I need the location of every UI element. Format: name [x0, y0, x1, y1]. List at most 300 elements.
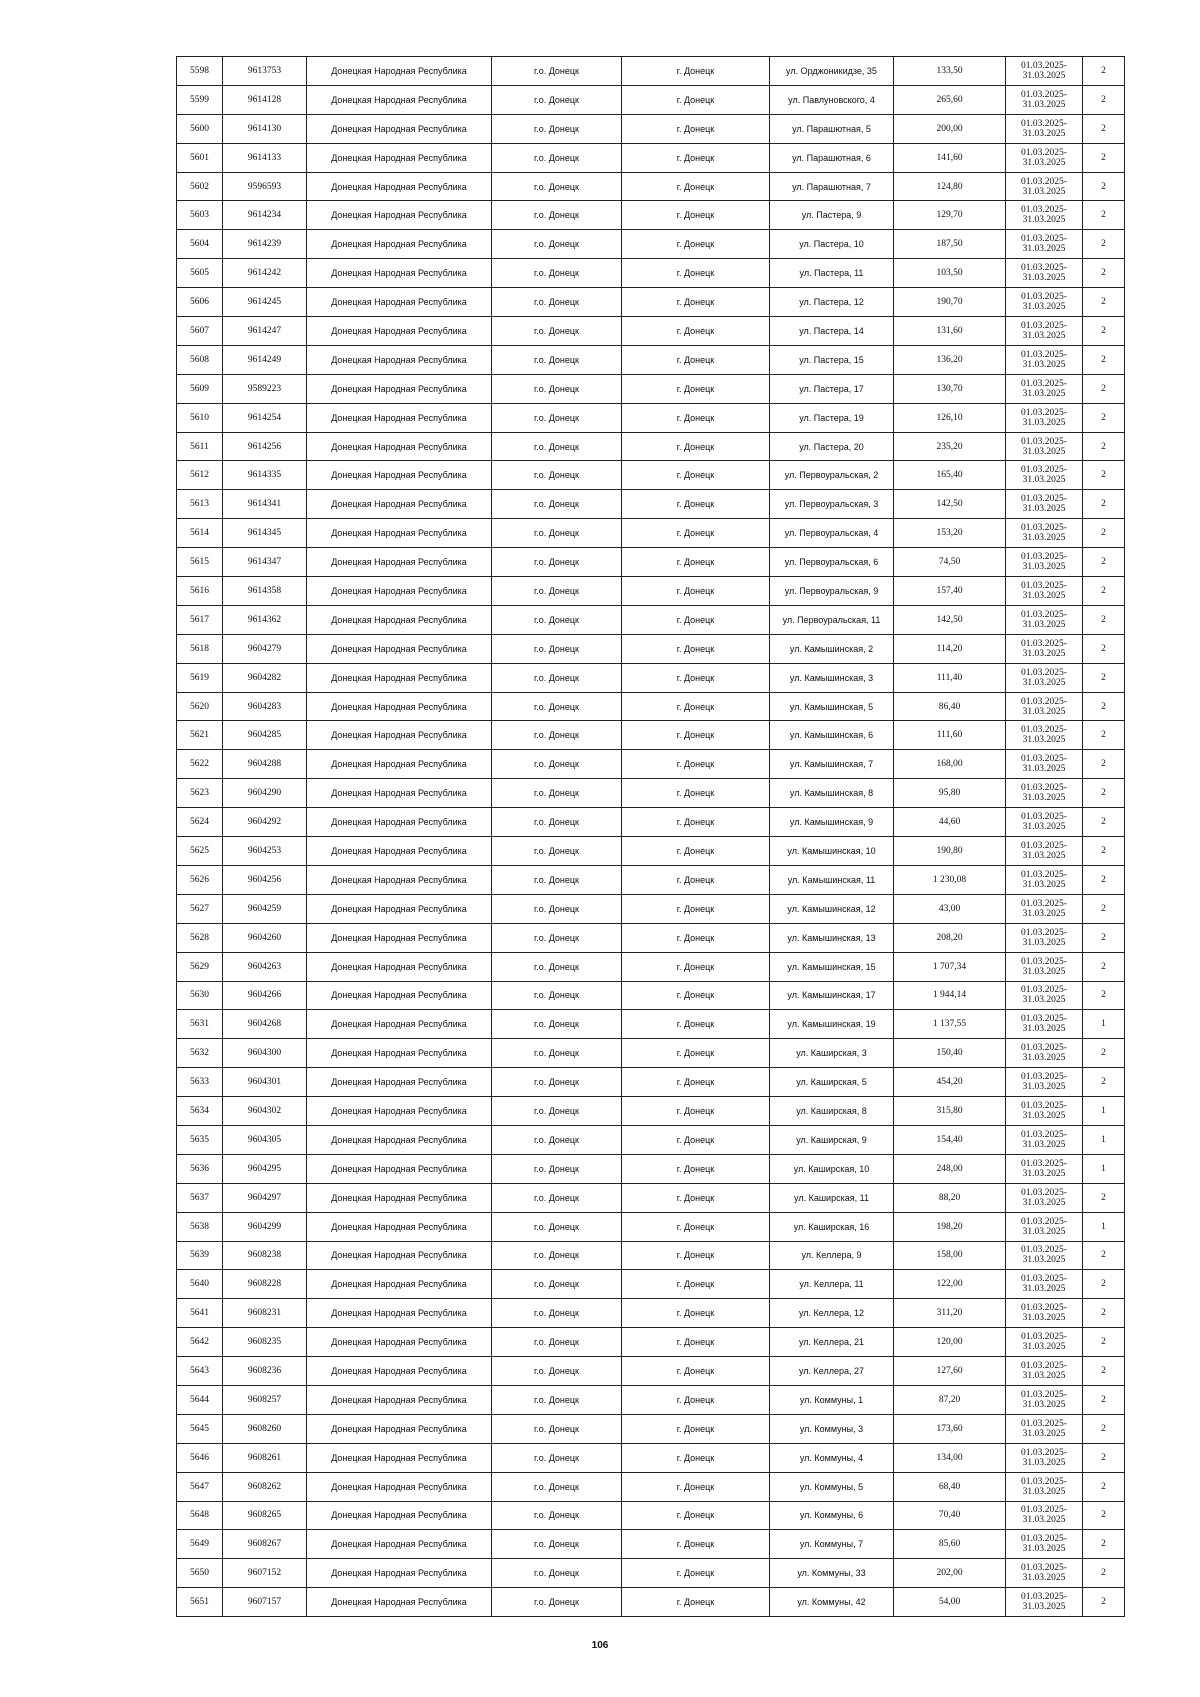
period-end: 31.03.2025 — [1022, 1197, 1066, 1208]
period-end: 31.03.2025 — [1022, 1399, 1066, 1410]
area-cell: 173,60 — [894, 1414, 1006, 1443]
period-end: 31.03.2025 — [1022, 735, 1066, 746]
period-end: 31.03.2025 — [1022, 1515, 1066, 1526]
period-end: 31.03.2025 — [1022, 908, 1066, 919]
area-cell: 114,20 — [894, 634, 1006, 663]
city-cell: г. Донецк — [622, 461, 770, 490]
category-cell: 2 — [1083, 114, 1125, 143]
period-start: 01.03.2025- — [1021, 812, 1067, 823]
period-start: 01.03.2025- — [1021, 1274, 1067, 1285]
table-row — [177, 1039, 1125, 1068]
row-number-cell: 5647 — [177, 1472, 223, 1501]
municipality-cell: г.о. Донецк — [492, 923, 622, 952]
street-address-cell: ул. Пастера, 10 — [770, 230, 894, 259]
period-start: 01.03.2025- — [1021, 1592, 1067, 1603]
period-cell — [1006, 403, 1083, 432]
period-cell — [1006, 548, 1083, 577]
street-address-cell: ул. Каширская, 5 — [770, 1068, 894, 1097]
row-number-cell: 5642 — [177, 1328, 223, 1357]
street-address-cell: ул. Камышинская, 15 — [770, 952, 894, 981]
row-number-cell: 5640 — [177, 1270, 223, 1299]
region-cell: Донецкая Народная Республика — [307, 548, 492, 577]
region-cell: Донецкая Народная Республика — [307, 201, 492, 230]
period-start: 01.03.2025- — [1021, 523, 1067, 534]
row-number-cell: 5611 — [177, 432, 223, 461]
cadastral-id-cell: 9604256 — [223, 865, 307, 894]
period-cell — [1006, 634, 1083, 663]
area-cell: 235,20 — [894, 432, 1006, 461]
row-number-cell: 5623 — [177, 779, 223, 808]
category-cell: 2 — [1083, 490, 1125, 519]
city-cell: г. Донецк — [622, 577, 770, 606]
region-cell: Донецкая Народная Республика — [307, 1010, 492, 1039]
street-address-cell: ул. Павлуновского, 4 — [770, 85, 894, 114]
region-cell: Донецкая Народная Республика — [307, 981, 492, 1010]
city-cell: г. Донецк — [622, 1183, 770, 1212]
cadastral-id-cell: 9614247 — [223, 317, 307, 346]
street-address-cell: ул. Каширская, 3 — [770, 1039, 894, 1068]
period-cell — [1006, 1039, 1083, 1068]
category-cell: 2 — [1083, 288, 1125, 317]
row-number-cell: 5630 — [177, 981, 223, 1010]
period-end: 31.03.2025 — [1022, 1226, 1066, 1237]
row-number-cell: 5645 — [177, 1414, 223, 1443]
period-end: 31.03.2025 — [1022, 417, 1066, 428]
row-number-cell: 5627 — [177, 894, 223, 923]
street-address-cell: ул. Камышинская, 7 — [770, 750, 894, 779]
row-number-cell: 5614 — [177, 519, 223, 548]
municipality-cell: г.о. Донецк — [492, 1270, 622, 1299]
cadastral-id-cell: 9604279 — [223, 634, 307, 663]
period-start: 01.03.2025- — [1021, 754, 1067, 765]
period-cell — [1006, 865, 1083, 894]
municipality-cell: г.о. Донецк — [492, 1328, 622, 1357]
table-row — [177, 1241, 1125, 1270]
category-cell: 2 — [1083, 663, 1125, 692]
region-cell: Донецкая Народная Республика — [307, 317, 492, 346]
cadastral-id-cell: 9604263 — [223, 952, 307, 981]
municipality-cell: г.о. Донецк — [492, 1443, 622, 1472]
category-cell: 2 — [1083, 403, 1125, 432]
period-cell — [1006, 1299, 1083, 1328]
period-start: 01.03.2025- — [1021, 1332, 1067, 1343]
period-end: 31.03.2025 — [1022, 1486, 1066, 1497]
table-row — [177, 1125, 1125, 1154]
area-cell: 165,40 — [894, 461, 1006, 490]
street-address-cell: ул. Коммуны, 3 — [770, 1414, 894, 1443]
area-cell: 88,20 — [894, 1183, 1006, 1212]
region-cell: Донецкая Народная Республика — [307, 1357, 492, 1386]
table-row — [177, 1068, 1125, 1097]
city-cell: г. Донецк — [622, 1097, 770, 1126]
region-cell: Донецкая Народная Республика — [307, 374, 492, 403]
street-address-cell: ул. Первоуральская, 4 — [770, 519, 894, 548]
city-cell: г. Донецк — [622, 663, 770, 692]
municipality-cell: г.о. Донецк — [492, 1414, 622, 1443]
category-cell: 2 — [1083, 1357, 1125, 1386]
period-start: 01.03.2025- — [1021, 1187, 1067, 1198]
region-cell: Донецкая Народная Республика — [307, 1385, 492, 1414]
area-cell: 127,60 — [894, 1357, 1006, 1386]
category-cell: 1 — [1083, 1125, 1125, 1154]
city-cell: г. Донецк — [622, 1559, 770, 1588]
street-address-cell: ул. Камышинская, 10 — [770, 837, 894, 866]
region-cell: Донецкая Народная Республика — [307, 1559, 492, 1588]
street-address-cell: ул. Камышинская, 19 — [770, 1010, 894, 1039]
municipality-cell: г.о. Донецк — [492, 1530, 622, 1559]
street-address-cell: ул. Камышинская, 5 — [770, 692, 894, 721]
period-cell — [1006, 1097, 1083, 1126]
cadastral-id-cell: 9614242 — [223, 259, 307, 288]
street-address-cell: ул. Пастера, 11 — [770, 259, 894, 288]
row-number-cell: 5604 — [177, 230, 223, 259]
city-cell: г. Донецк — [622, 85, 770, 114]
area-cell: 198,20 — [894, 1212, 1006, 1241]
row-number-cell: 5616 — [177, 577, 223, 606]
region-cell: Донецкая Народная Республика — [307, 114, 492, 143]
row-number-cell: 5615 — [177, 548, 223, 577]
period-cell — [1006, 85, 1083, 114]
municipality-cell: г.о. Донецк — [492, 143, 622, 172]
table-row — [177, 1501, 1125, 1530]
municipality-cell: г.о. Донецк — [492, 1097, 622, 1126]
category-cell: 2 — [1083, 1241, 1125, 1270]
period-cell — [1006, 1183, 1083, 1212]
city-cell: г. Донецк — [622, 981, 770, 1010]
period-cell — [1006, 201, 1083, 230]
period-end: 31.03.2025 — [1022, 937, 1066, 948]
period-cell — [1006, 345, 1083, 374]
city-cell: г. Донецк — [622, 1299, 770, 1328]
period-end: 31.03.2025 — [1022, 128, 1066, 139]
period-end: 31.03.2025 — [1022, 966, 1066, 977]
period-end: 31.03.2025 — [1022, 822, 1066, 833]
cadastral-id-cell: 9607157 — [223, 1588, 307, 1617]
category-cell: 2 — [1083, 143, 1125, 172]
city-cell: г. Донецк — [622, 1068, 770, 1097]
municipality-cell: г.о. Донецк — [492, 85, 622, 114]
category-cell: 2 — [1083, 605, 1125, 634]
table-row — [177, 403, 1125, 432]
municipality-cell: г.о. Донецк — [492, 172, 622, 201]
period-start: 01.03.2025- — [1021, 263, 1067, 274]
category-cell: 2 — [1083, 1385, 1125, 1414]
street-address-cell: ул. Келлера, 9 — [770, 1241, 894, 1270]
table-row — [177, 1357, 1125, 1386]
city-cell: г. Донецк — [622, 865, 770, 894]
municipality-cell: г.о. Донецк — [492, 374, 622, 403]
area-cell: 142,50 — [894, 490, 1006, 519]
registry-table — [176, 56, 1125, 1617]
city-cell: г. Донецк — [622, 1501, 770, 1530]
period-cell — [1006, 692, 1083, 721]
region-cell: Донецкая Народная Республика — [307, 605, 492, 634]
municipality-cell: г.о. Донецк — [492, 432, 622, 461]
municipality-cell: г.о. Донецк — [492, 837, 622, 866]
category-cell: 2 — [1083, 779, 1125, 808]
city-cell: г. Донецк — [622, 432, 770, 461]
category-cell: 2 — [1083, 1501, 1125, 1530]
row-number-cell: 5637 — [177, 1183, 223, 1212]
category-cell: 2 — [1083, 345, 1125, 374]
row-number-cell: 5600 — [177, 114, 223, 143]
row-number-cell: 5602 — [177, 172, 223, 201]
area-cell: 187,50 — [894, 230, 1006, 259]
city-cell: г. Донецк — [622, 259, 770, 288]
row-number-cell: 5635 — [177, 1125, 223, 1154]
area-cell: 141,60 — [894, 143, 1006, 172]
category-cell: 2 — [1083, 808, 1125, 837]
municipality-cell: г.о. Донецк — [492, 345, 622, 374]
municipality-cell: г.о. Донецк — [492, 1241, 622, 1270]
cadastral-id-cell: 9604299 — [223, 1212, 307, 1241]
period-start: 01.03.2025- — [1021, 60, 1067, 71]
cadastral-id-cell: 9614341 — [223, 490, 307, 519]
category-cell: 2 — [1083, 1270, 1125, 1299]
street-address-cell: ул. Коммуны, 4 — [770, 1443, 894, 1472]
period-end: 31.03.2025 — [1022, 446, 1066, 457]
table-row — [177, 1183, 1125, 1212]
cadastral-id-cell: 9608265 — [223, 1501, 307, 1530]
row-number-cell: 5622 — [177, 750, 223, 779]
cadastral-id-cell: 9614249 — [223, 345, 307, 374]
table-row — [177, 894, 1125, 923]
region-cell: Донецкая Народная Республика — [307, 1241, 492, 1270]
cadastral-id-cell: 9614245 — [223, 288, 307, 317]
row-number-cell: 5607 — [177, 317, 223, 346]
cadastral-id-cell: 9604290 — [223, 779, 307, 808]
period-end: 31.03.2025 — [1022, 1428, 1066, 1439]
cadastral-id-cell: 9608260 — [223, 1414, 307, 1443]
cadastral-id-cell: 9607152 — [223, 1559, 307, 1588]
category-cell: 2 — [1083, 85, 1125, 114]
area-cell: 200,00 — [894, 114, 1006, 143]
row-number-cell: 5620 — [177, 692, 223, 721]
period-end: 31.03.2025 — [1022, 1255, 1066, 1266]
row-number-cell: 5631 — [177, 1010, 223, 1039]
period-cell — [1006, 1010, 1083, 1039]
area-cell: 120,00 — [894, 1328, 1006, 1357]
period-start: 01.03.2025- — [1021, 147, 1067, 158]
period-end: 31.03.2025 — [1022, 764, 1066, 775]
row-number-cell: 5617 — [177, 605, 223, 634]
row-number-cell: 5636 — [177, 1154, 223, 1183]
row-number-cell: 5644 — [177, 1385, 223, 1414]
category-cell: 2 — [1083, 577, 1125, 606]
period-start: 01.03.2025- — [1021, 1303, 1067, 1314]
city-cell: г. Донецк — [622, 1154, 770, 1183]
region-cell: Донецкая Народная Республика — [307, 779, 492, 808]
table-row — [177, 1270, 1125, 1299]
period-start: 01.03.2025- — [1021, 898, 1067, 909]
area-cell: 85,60 — [894, 1530, 1006, 1559]
street-address-cell: ул. Первоуральская, 6 — [770, 548, 894, 577]
street-address-cell: ул. Пастера, 19 — [770, 403, 894, 432]
row-number-cell: 5608 — [177, 345, 223, 374]
period-start: 01.03.2025- — [1021, 1129, 1067, 1140]
period-start: 01.03.2025- — [1021, 1072, 1067, 1083]
category-cell: 1 — [1083, 1010, 1125, 1039]
area-cell: 87,20 — [894, 1385, 1006, 1414]
period-start: 01.03.2025- — [1021, 667, 1067, 678]
city-cell: г. Донецк — [622, 1010, 770, 1039]
region-cell: Донецкая Народная Республика — [307, 1328, 492, 1357]
period-start: 01.03.2025- — [1021, 1361, 1067, 1372]
period-end: 31.03.2025 — [1022, 706, 1066, 717]
area-cell: 111,60 — [894, 721, 1006, 750]
period-cell — [1006, 1530, 1083, 1559]
table-row — [177, 981, 1125, 1010]
region-cell: Донецкая Народная Республика — [307, 1588, 492, 1617]
area-cell: 136,20 — [894, 345, 1006, 374]
period-cell — [1006, 1443, 1083, 1472]
period-end: 31.03.2025 — [1022, 244, 1066, 255]
municipality-cell: г.о. Донецк — [492, 317, 622, 346]
category-cell: 2 — [1083, 317, 1125, 346]
period-cell — [1006, 114, 1083, 143]
region-cell: Донецкая Народная Республика — [307, 837, 492, 866]
area-cell: 190,70 — [894, 288, 1006, 317]
category-cell: 2 — [1083, 634, 1125, 663]
period-cell — [1006, 1125, 1083, 1154]
table-row — [177, 432, 1125, 461]
period-end: 31.03.2025 — [1022, 388, 1066, 399]
municipality-cell: г.о. Донецк — [492, 605, 622, 634]
period-end: 31.03.2025 — [1022, 850, 1066, 861]
street-address-cell: ул. Келлера, 12 — [770, 1299, 894, 1328]
period-start: 01.03.2025- — [1021, 378, 1067, 389]
area-cell: 133,50 — [894, 57, 1006, 86]
row-number-cell: 5619 — [177, 663, 223, 692]
period-start: 01.03.2025- — [1021, 407, 1067, 418]
street-address-cell: ул. Коммуны, 7 — [770, 1530, 894, 1559]
cadastral-id-cell: 9604301 — [223, 1068, 307, 1097]
street-address-cell: ул. Каширская, 8 — [770, 1097, 894, 1126]
table-row — [177, 201, 1125, 230]
period-start: 01.03.2025- — [1021, 638, 1067, 649]
period-cell — [1006, 952, 1083, 981]
city-cell: г. Донецк — [622, 345, 770, 374]
municipality-cell: г.о. Донецк — [492, 1010, 622, 1039]
city-cell: г. Донецк — [622, 1241, 770, 1270]
area-cell: 124,80 — [894, 172, 1006, 201]
period-end: 31.03.2025 — [1022, 475, 1066, 486]
period-start: 01.03.2025- — [1021, 927, 1067, 938]
region-cell: Донецкая Народная Республика — [307, 1270, 492, 1299]
row-number-cell: 5626 — [177, 865, 223, 894]
period-start: 01.03.2025- — [1021, 1101, 1067, 1111]
table-row — [177, 1328, 1125, 1357]
table-row — [177, 779, 1125, 808]
street-address-cell: ул. Камышинская, 2 — [770, 634, 894, 663]
period-cell — [1006, 1385, 1083, 1414]
category-cell: 2 — [1083, 1588, 1125, 1617]
municipality-cell: г.о. Донецк — [492, 663, 622, 692]
period-cell — [1006, 1270, 1083, 1299]
period-cell — [1006, 1154, 1083, 1183]
row-number-cell: 5601 — [177, 143, 223, 172]
municipality-cell: г.о. Донецк — [492, 779, 622, 808]
region-cell: Донецкая Народная Республика — [307, 1097, 492, 1126]
cadastral-id-cell: 9604300 — [223, 1039, 307, 1068]
cadastral-id-cell: 9604253 — [223, 837, 307, 866]
row-number-cell: 5633 — [177, 1068, 223, 1097]
area-cell: 248,00 — [894, 1154, 1006, 1183]
table-row — [177, 374, 1125, 403]
municipality-cell: г.о. Донецк — [492, 1039, 622, 1068]
region-cell: Донецкая Народная Республика — [307, 923, 492, 952]
period-start: 01.03.2025- — [1021, 840, 1067, 851]
category-cell: 2 — [1083, 172, 1125, 201]
area-cell: 265,60 — [894, 85, 1006, 114]
municipality-cell: г.о. Донецк — [492, 894, 622, 923]
street-address-cell: ул. Парашютная, 7 — [770, 172, 894, 201]
city-cell: г. Донецк — [622, 172, 770, 201]
table-row — [177, 808, 1125, 837]
region-cell: Донецкая Народная Республика — [307, 345, 492, 374]
cadastral-id-cell: 9604292 — [223, 808, 307, 837]
period-start: 01.03.2025- — [1021, 89, 1067, 100]
period-end: 31.03.2025 — [1022, 273, 1066, 284]
cadastral-id-cell: 9604295 — [223, 1154, 307, 1183]
category-cell: 2 — [1083, 1472, 1125, 1501]
cadastral-id-cell: 9604260 — [223, 923, 307, 952]
period-start: 01.03.2025- — [1021, 1245, 1067, 1256]
city-cell: г. Донецк — [622, 1125, 770, 1154]
region-cell: Донецкая Народная Республика — [307, 85, 492, 114]
street-address-cell: ул. Первоуральская, 2 — [770, 461, 894, 490]
region-cell: Донецкая Народная Республика — [307, 1068, 492, 1097]
period-end: 31.03.2025 — [1022, 70, 1066, 81]
period-cell — [1006, 317, 1083, 346]
street-address-cell: ул. Коммуны, 6 — [770, 1501, 894, 1530]
cadastral-id-cell: 9614358 — [223, 577, 307, 606]
period-cell — [1006, 779, 1083, 808]
table-row — [177, 663, 1125, 692]
row-number-cell: 5651 — [177, 1588, 223, 1617]
cadastral-id-cell: 9614345 — [223, 519, 307, 548]
period-end: 31.03.2025 — [1022, 1082, 1066, 1093]
municipality-cell: г.о. Донецк — [492, 750, 622, 779]
row-number-cell: 5629 — [177, 952, 223, 981]
category-cell: 2 — [1083, 1328, 1125, 1357]
area-cell: 311,20 — [894, 1299, 1006, 1328]
city-cell: г. Донецк — [622, 490, 770, 519]
period-cell — [1006, 230, 1083, 259]
period-cell — [1006, 1328, 1083, 1357]
table-row — [177, 57, 1125, 86]
row-number-cell: 5612 — [177, 461, 223, 490]
municipality-cell: г.о. Донецк — [492, 519, 622, 548]
row-number-cell: 5624 — [177, 808, 223, 837]
period-end: 31.03.2025 — [1022, 1371, 1066, 1382]
city-cell: г. Донецк — [622, 1588, 770, 1617]
category-cell: 2 — [1083, 230, 1125, 259]
area-cell: 208,20 — [894, 923, 1006, 952]
table-row — [177, 1588, 1125, 1617]
region-cell: Донецкая Народная Республика — [307, 865, 492, 894]
category-cell: 2 — [1083, 1443, 1125, 1472]
table-row — [177, 143, 1125, 172]
region-cell: Донецкая Народная Республика — [307, 952, 492, 981]
period-end: 31.03.2025 — [1022, 1053, 1066, 1064]
period-end: 31.03.2025 — [1022, 186, 1066, 197]
row-number-cell: 5618 — [177, 634, 223, 663]
period-cell — [1006, 837, 1083, 866]
table-row — [177, 605, 1125, 634]
category-cell: 2 — [1083, 461, 1125, 490]
cadastral-id-cell: 9604266 — [223, 981, 307, 1010]
